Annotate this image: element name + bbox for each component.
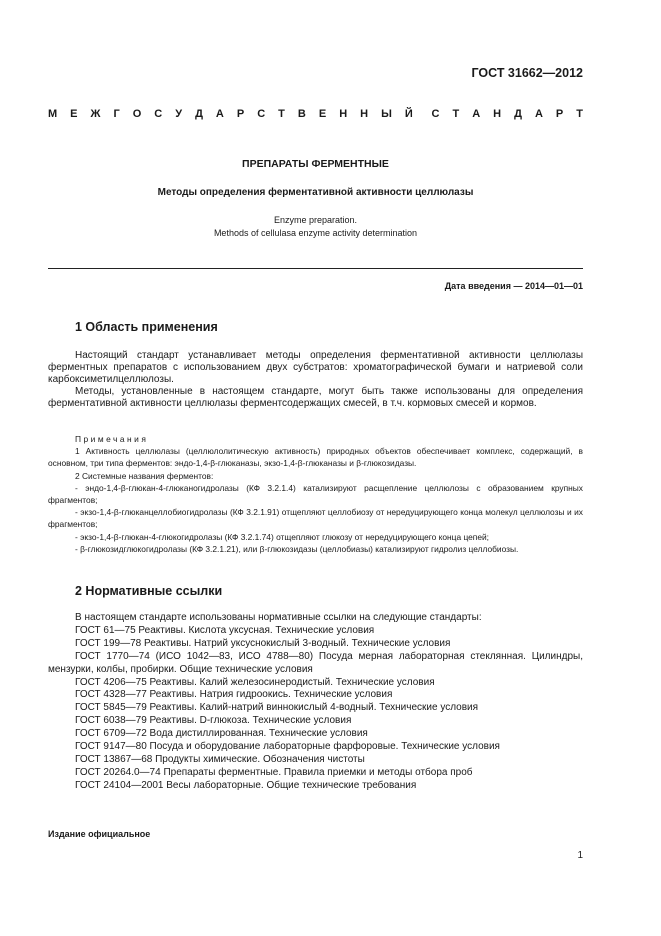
banner-letter: Р — [555, 108, 564, 120]
reference-item: ГОСТ 61—75 Реактивы. Кислота уксусная. Технические условия — [75, 624, 375, 636]
banner-letter: Т — [452, 108, 460, 120]
banner-letter: А — [472, 108, 481, 120]
reference-item: ГОСТ 20264.0—74 Препараты ферментные. Правила приемки и методы отбора проб — [75, 766, 473, 778]
official-edition-label: Издание официальное — [48, 829, 151, 839]
banner-letter: Е — [70, 108, 78, 120]
banner-letter: Н — [360, 108, 369, 120]
banner-letter: Д — [514, 108, 522, 120]
reference-item: ГОСТ 4328—77 Реактивы. Натрия гидроокись. Технические условия — [75, 689, 393, 701]
references-list — [48, 612, 583, 793]
note-item: - экзо-1,4-β-глюканцеллобиогидролазы (КФ 3.2.1.91) отщепляют целлобиозу от нередуцирующего конца молекул целлюлозы и их фрагментов; — [48, 507, 583, 530]
banner-letter: Т — [278, 108, 285, 120]
banner-letter: Н — [339, 108, 348, 120]
banner-letter: А — [215, 108, 224, 120]
reference-item: ГОСТ 1770—74 (ИСО 1042—83, ИСО 4788—80) Посуда мерная лабораторная стеклянная. Цилиндры, мензурки, колбы, пробирки. Общие технические условия — [48, 650, 583, 675]
section-heading-scope: 1 Область применения — [75, 320, 218, 334]
banner-letter: О — [132, 108, 142, 120]
interstate-standard-banner — [48, 108, 583, 120]
english-title-line: Methods of cellulasa enzyme activity determination — [213, 228, 418, 238]
paragraph: Методы, установленные в настоящем стандарте, могут быть также использованы для определения ферментативной активности целлюлазы ферментсодержащих смесей, в т.ч. кормовых смесей и кормов. — [48, 386, 583, 409]
banner-letter: А — [534, 108, 543, 120]
note-item: 2 Системные названия ферментов: — [75, 470, 214, 481]
paragraph: Настоящий стандарт устанавливает методы определения ферментативной активности целлюлазы ферментных препаратов с использованием двух субстратов: хроматографической бумаги и натриевой соли карбоксиметилцеллюлозы. — [48, 350, 583, 385]
banner-letter: У — [175, 108, 183, 120]
standard-word — [432, 108, 583, 120]
gost-code: ГОСТ 31662—2012 — [471, 66, 583, 80]
header-divider — [48, 268, 583, 269]
banner-letter: М — [48, 108, 58, 120]
banner-letter: В — [297, 108, 306, 120]
banner-letter: С — [257, 108, 266, 120]
banner-letter: Г — [113, 108, 120, 120]
reference-item: ГОСТ 4206—75 Реактивы. Калий железосинеродистый. Технические условия — [75, 676, 435, 688]
note-item: - β-глюкозидглюкогидролазы (КФ 3.2.1.21), или β-глюкозидазы (целлобиазы) катализируют гидролиз целлобиозы. — [75, 543, 519, 554]
page-number: 1 — [577, 850, 583, 861]
interstate-word — [48, 108, 413, 120]
banner-letter: Й — [404, 108, 413, 120]
notes-label: Примечания — [75, 434, 149, 444]
note-item: - эндо-1,4-β-глюкан-4-глюканогидролазы (КФ 3.2.1.4) катализируют расщепление целлюлозы с образованием крупных фрагментов; — [48, 482, 583, 506]
reference-item: ГОСТ 24104—2001 Весы лабораторные. Общие технические требования — [75, 779, 417, 791]
section-heading-references: 2 Нормативные ссылки — [75, 584, 223, 598]
notes-block — [48, 433, 583, 555]
document-subtitle: Методы определения ферментативной активности целлюлазы — [157, 187, 474, 198]
reference-item: ГОСТ 9147—80 Посуда и оборудование лабораторные фарфоровые. Технические условия — [75, 741, 500, 753]
banner-letter: С — [431, 108, 440, 120]
reference-item: ГОСТ 13867—68 Продукты химические. Обозначения чистоты — [75, 753, 365, 765]
reference-item: ГОСТ 5845—79 Реактивы. Калий-натрий виннокислый 4-водный. Технические условия — [75, 702, 479, 714]
reference-item: ГОСТ 6038—79 Реактивы. D-глюкоза. Технические условия — [75, 715, 352, 727]
references-intro: В настоящем стандарте использованы нормативные ссылки на следующие стандарты: — [75, 612, 482, 623]
introduction-date: Дата введения — 2014—01—01 — [444, 281, 583, 291]
note-item: 1 Активность целлюлазы (целлюлолитическую активность) природных объектов обеспечивает комплекс, содержащий, в основном, три типа ферментов: эндо-1,4-β-глюканазы, экзо-1,4-β-глюканазы и β-глюкозидазы. — [48, 446, 583, 469]
scope-text — [48, 350, 583, 410]
reference-item: ГОСТ 199—78 Реактивы. Натрий уксуснокислый 3-водный. Технические условия — [75, 637, 451, 649]
banner-letter: Ж — [90, 108, 101, 120]
note-item: - экзо-1,4-β-глюкан-4-глюкогидролазы (КФ 3.2.1.74) отщепляют глюкозу от нередуцирующего конца цепей; — [75, 531, 490, 542]
document-title: ПРЕПАРАТЫ ФЕРМЕНТНЫЕ — [242, 158, 389, 170]
english-title-line: Enzyme preparation. — [273, 215, 358, 225]
banner-letter: Д — [195, 108, 203, 120]
banner-letter: Ы — [381, 108, 392, 120]
banner-letter: Т — [576, 108, 583, 120]
banner-letter: Е — [318, 108, 327, 120]
banner-letter: С — [154, 108, 163, 120]
banner-letter: Н — [493, 108, 502, 120]
english-title — [48, 214, 583, 240]
reference-item: ГОСТ 6709—72 Вода дистиллированная. Технические условия — [75, 728, 368, 740]
banner-letter: Р — [236, 108, 245, 120]
